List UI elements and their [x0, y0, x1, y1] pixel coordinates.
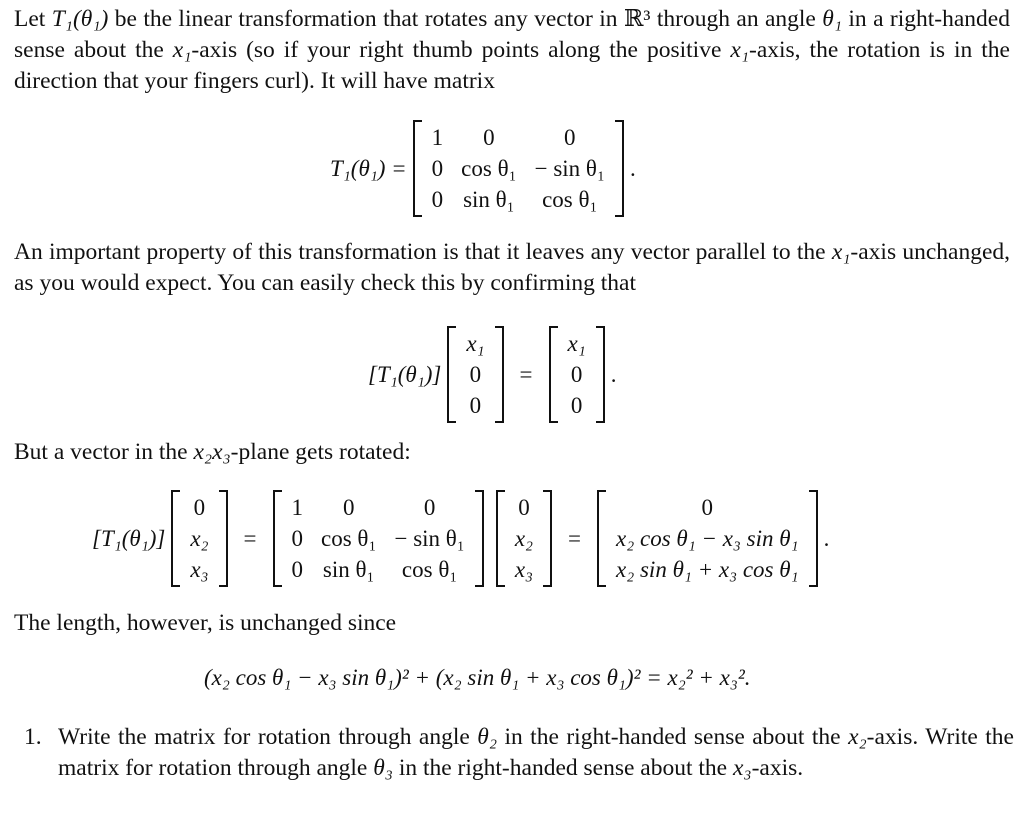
text-span: be the linear transformation that rotates any vector in: [108, 6, 624, 32]
equals-sign: =: [568, 525, 582, 551]
text-span: But a vector in the: [14, 439, 194, 465]
vector-cell: 0: [701, 494, 714, 520]
matrix-cell: sin θ₁: [322, 556, 375, 582]
matrix-cell: cos θ₁: [321, 525, 377, 551]
text-span: -axis unchanged, as you would expect. You can easily check this by confirming that: [14, 239, 1010, 296]
vector-cell: x₂ sin θ₁ + x₃ cos θ₁: [616, 556, 799, 582]
matrix-cell: 0: [431, 186, 444, 212]
equation-lhs: [T₁(θ₁)]: [368, 361, 442, 387]
math-T1-theta1: T₁(θ₁): [51, 6, 109, 32]
equation-period: .: [629, 155, 636, 181]
matrix: [413, 122, 624, 215]
matrix: [273, 492, 484, 585]
vector-cell: x₁: [466, 330, 485, 356]
text-span: in a right-handed sense about the: [14, 6, 1010, 63]
list-number: 1.: [24, 724, 42, 750]
property-paragraph: [14, 237, 1010, 299]
text-span: -plane gets rotated:: [230, 439, 411, 465]
vector-cell: x₃: [190, 556, 209, 582]
math-x1: x₁: [172, 37, 192, 63]
vector-cell: 0: [469, 361, 482, 387]
vector: [549, 328, 605, 421]
vector-cell: 0: [518, 494, 530, 520]
length-paragraph: [14, 608, 1010, 639]
text-span: -axis, the rotation is in the direction that your fingers curl). It will have matrix: [14, 37, 1010, 94]
math-x2x3: x₂x₃: [193, 439, 231, 465]
matrix-cell: 0: [291, 525, 304, 551]
text-span: Let: [14, 6, 52, 32]
matrix-cell: cos θ₁: [461, 155, 517, 181]
text-span: -axis. Write the matrix for rotation through angle: [58, 724, 1014, 781]
math-x1: x₁: [831, 239, 851, 265]
vector-cell: 0: [469, 392, 482, 418]
matrix-cell: 1: [431, 124, 444, 150]
math-theta2: θ₂: [477, 724, 497, 750]
math-x2: x₂: [848, 724, 867, 750]
text-span: in the right-handed sense about the: [497, 724, 849, 750]
equation-period: .: [823, 525, 830, 551]
text-span: The length, however, is unchanged since: [14, 610, 397, 636]
exercise-list: [24, 722, 1014, 784]
equation-text: (x₂ cos θ₁ − x₃ sin θ₁)² + (x₂ sin θ₁ + x₃ cos θ₁)² = x₂² + x₃².: [204, 665, 751, 690]
matrix-cell: 0: [483, 124, 495, 150]
vector: [597, 492, 818, 585]
vector: [496, 492, 552, 585]
matrix-cell: 0: [431, 155, 444, 181]
vector-cell: x₂ cos θ₁ − x₃ sin θ₁: [616, 525, 799, 551]
math-x3: x₃: [732, 755, 752, 781]
text-span: in the right-handed sense about the: [392, 755, 733, 781]
math-theta1: θ₁: [822, 6, 842, 32]
text-span: -axis (so if your right thumb points along the positive: [191, 37, 731, 63]
matrix-cell: cos θ₁: [542, 186, 598, 212]
matrix-cell: 0: [342, 494, 355, 520]
vector: [171, 492, 227, 585]
vector-cell: x₂: [190, 525, 209, 551]
equation-period: .: [610, 361, 617, 387]
vector: [447, 328, 503, 421]
matrix-cell: 0: [423, 494, 436, 520]
vector-cell: 0: [570, 361, 583, 387]
equation-plane-rotation: [92, 492, 829, 585]
plane-paragraph: [14, 437, 1010, 468]
equals-sign: =: [519, 361, 533, 387]
equation-lhs: [T₁(θ₁)]: [92, 525, 166, 551]
vector-cell: 0: [193, 494, 206, 520]
math-theta3: θ₃: [373, 755, 393, 781]
equation-rotation-matrix: [330, 122, 636, 215]
equation-lhs: T₁(θ₁) =: [330, 155, 407, 181]
matrix-cell: − sin θ₁: [394, 525, 465, 551]
equation-length: [204, 665, 750, 691]
vector-cell: x₁: [567, 330, 586, 356]
math-R3: ℝ³: [623, 6, 651, 32]
matrix-cell: − sin θ₁: [534, 155, 605, 181]
math-x1: x₁: [730, 37, 749, 63]
matrix-cell: cos θ₁: [401, 556, 458, 582]
text-span: An important property of this transformation is that it leaves any vector parallel to the: [14, 239, 832, 265]
equation-x1-unchanged: [368, 328, 616, 421]
text-span: through an angle: [650, 6, 823, 32]
vector-cell: x₂: [514, 525, 534, 551]
matrix-cell: 0: [291, 556, 304, 582]
text-span: Write the matrix for rotation through angle: [58, 724, 478, 750]
matrix-cell: 1: [291, 494, 304, 520]
vector-cell: 0: [570, 392, 583, 418]
matrix-cell: sin θ₁: [463, 186, 515, 212]
vector-cell: x₃: [514, 556, 534, 582]
text-span: -axis.: [751, 755, 804, 781]
list-item: [58, 722, 1014, 784]
equals-sign: =: [243, 525, 257, 551]
intro-paragraph: [14, 4, 1010, 97]
matrix-cell: 0: [564, 124, 576, 150]
